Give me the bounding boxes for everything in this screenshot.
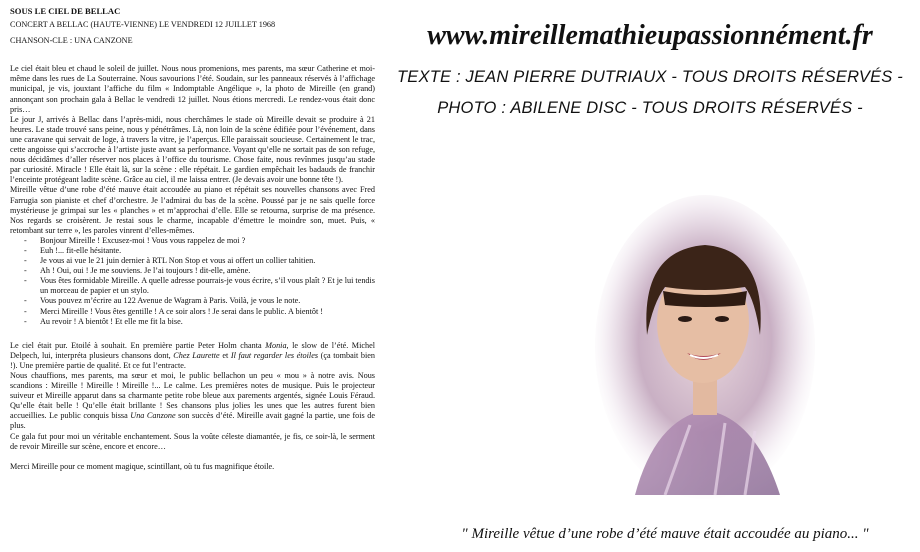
paragraph: Le jour J, arrivés à Bellac dans l’après-midi, nous cherchâmes le stade où Mireille devait se produire à 21 heures. Le stade trouvé sans peine, nous y pénétrâmes. Là, non loin de la scène édifiée pour l’événement, dans une caravane qui servait de loge, à travers la vitre, je l’aperçus. Elle paraissait soucieuse. Certainement le trac, cette angoisse qui s’accroche à l’artiste juste avant sa performance. Voyant qu’elle ne sortait pas de son refuge, nous décidâmes d’aller réserver nos places à l’office du tourisme. Chose faite, nous revînmes jusqu’au stade par curiosité. Miracle ! Elle était là, sur la scène : elle répétait. Le gardien empêchait les badauds de franchir l’enceinte protégeant ladite scène. Grâce au ciel, il me laissa entrer. (Je devais avoir une bonne tête !). bbox=[10, 114, 375, 185]
paragraph: Ce gala fut pour moi un véritable enchantement. Sous la voûte céleste diamantée, je fis, ce soir-là, le serment de revoir Mireille sur scène, encore et encore… bbox=[10, 431, 375, 451]
dialogue-line: - Vous êtes formidable Mireille. A quelle adresse pourrais-je vous écrire, s’il vous plaît ? Et je lui tendis un morceau de papier et un stylo. bbox=[24, 276, 375, 296]
dialogue-line: - Je vous ai vue le 21 juin dernier à RTL Non Stop et vous ai offert un collier tahitien. bbox=[24, 256, 375, 266]
text-credit: TEXTE : JEAN PIERRE DUTRIAUX - TOUS DROITS RÉSERVÉS - bbox=[397, 68, 903, 86]
dialogue-line: - Bonjour Mireille ! Excusez-moi ! Vous vous rappelez de moi ? bbox=[24, 236, 375, 246]
spacer bbox=[10, 452, 375, 462]
dialogue-line: - Au revoir ! A bientôt ! Et elle me fit la bise. bbox=[24, 317, 375, 327]
dialogue-line: - Merci Mireille ! Vous êtes gentille ! A ce soir alors ! Je serai dans le public. A bientôt ! bbox=[24, 307, 375, 317]
photo-credit: PHOTO : ABILENE DISC - TOUS DROITS RÉSERVÉS - bbox=[437, 99, 863, 117]
concert-line: CONCERT A BELLAC (HAUTE-VIENNE) LE VENDREDI 12 JUILLET 1968 bbox=[10, 20, 276, 30]
photo-caption: " Mireille vêtue d’une robe d’été mauve était accoudée au piano... " bbox=[461, 526, 869, 542]
key-song-line: CHANSON-CLE : UNA CANZONE bbox=[10, 36, 133, 46]
paragraph: Le ciel était bleu et chaud le soleil de juillet. Nous nous promenions, mes parents, ma sœur Catherine et moi-même dans les rues de La Souterraine. Nous savourions l’été. Soudain, sur les panneaux réservés à l’affichage municipal, je vis, jouxtant l’affiche du film « Indomptable Angélique », la photo de Mireille (en grand) annonçant son prochain gala à Bellac le vendredi 12 juillet. Nous étions mercredi. Le rendez-vous était donc pris… bbox=[10, 64, 375, 114]
closing-line: Merci Mireille pour ce moment magique, scintillant, où tu fus magnifique étoile. bbox=[10, 461, 275, 471]
article-heading: SOUS LE CIEL DE BELLAC bbox=[10, 6, 121, 16]
article bbox=[10, 6, 375, 472]
paragraph: Le ciel était pur. Etoilé à souhait. En première partie Peter Holm chanta Monia, le slow de l’été. Michel Delpech, lui, interpréta plusieurs chansons dont, Chez Laurette et Il faut regarder les étoiles (ça tombait bien !). Une première partie de qualité. Et ce fut l’entracte. bbox=[10, 340, 375, 370]
dialogue-line: - Vous pouvez m’écrire au 122 Avenue de Wagram à Paris. Voilà, je vous le note. bbox=[24, 296, 375, 306]
dialogue-list bbox=[24, 236, 375, 327]
right-eye bbox=[715, 316, 729, 322]
left-eye bbox=[678, 316, 692, 322]
spacer bbox=[10, 327, 375, 341]
portrait-photo bbox=[595, 195, 815, 500]
paragraph: Nous chauffions, mes parents, ma sœur et moi, le public bellachon un peu « mou » à notre avis. Nous scandions : Mireille ! Mireille ! Mireille !... Le calme. Les premières notes de musique. Puis le projecteur suiveur et Mireille apparut dans sa charmante petite robe bleue aux parements argentés, signée Louis Féraud. Qu’elle était belle ! Qu’elle était brillante ! Ses chansons plus jolies les unes que les autres furent bien accueillies. Le public conquis bissa Una Canzone son succès d’été. Mireille avait gagné la partie, une fois de plus. bbox=[10, 371, 375, 431]
dialogue-line: - Euh !... fit-elle hésitante. bbox=[24, 246, 375, 256]
site-url: www.mireillemathieupassionnément.fr bbox=[427, 20, 873, 51]
header-panel bbox=[380, 0, 920, 552]
dialogue-line: - Ah ! Oui, oui ! Je me souviens. Je l’ai toujours ! dit-elle, amène. bbox=[24, 266, 375, 276]
paragraph: Mireille vêtue d’une robe d’été mauve était accoudée au piano et répétait ses nouvelles chansons avec Fred Farrugia son pianiste et chef d’orchestre. Je l’admirai du bas de la scène. Poussé par je ne sais quelle force mystérieuse je grimpai sur les « planches » et m’approchai d’elle. Elle se retourna, surprise de ma présence. Nos regards se croisèrent. Je restai sous le charme, incapable d’émettre le moindre son, muet. Puis, « retombant sur terre », les paroles vinrent d’elles-mêmes. bbox=[10, 185, 375, 235]
